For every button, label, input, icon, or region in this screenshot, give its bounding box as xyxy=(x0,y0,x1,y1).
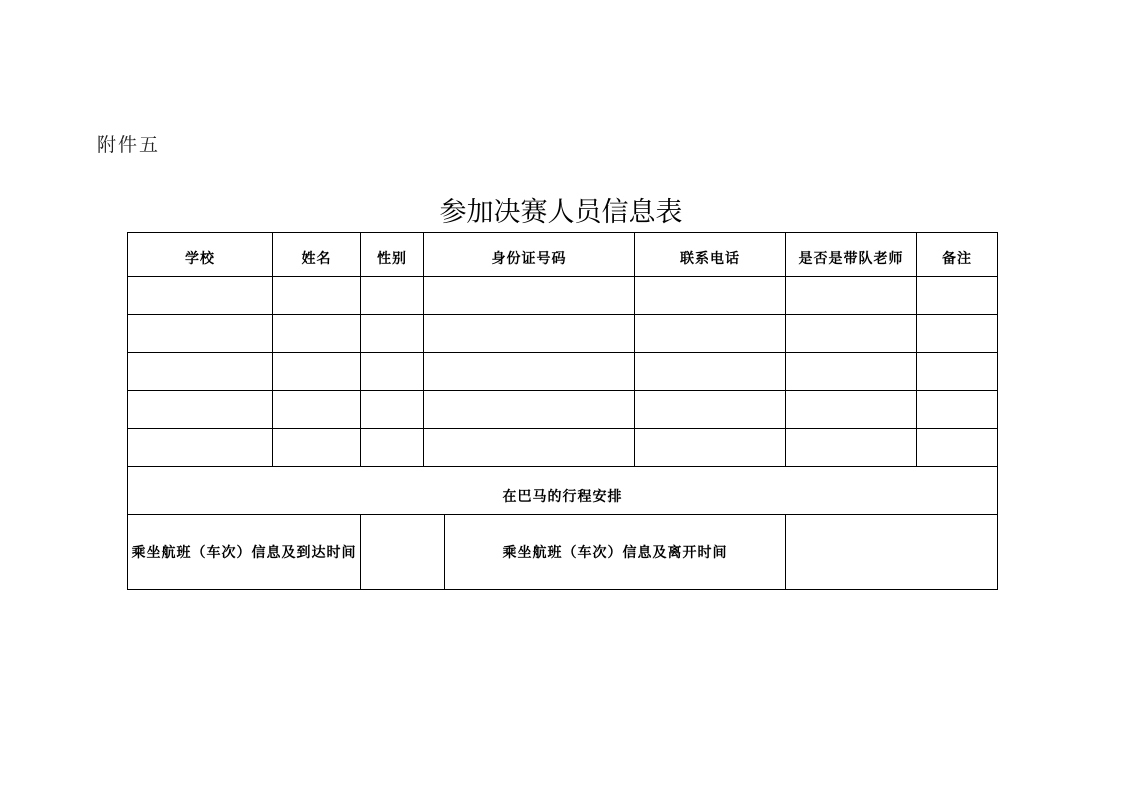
cell-id-number[interactable] xyxy=(424,429,635,467)
itinerary-heading-row xyxy=(128,467,998,515)
cell-phone[interactable] xyxy=(635,277,786,315)
arrival-value-cell[interactable] xyxy=(361,515,445,590)
table-header-row xyxy=(128,233,998,277)
cell-name[interactable] xyxy=(273,315,361,353)
cell-id-number[interactable] xyxy=(424,353,635,391)
cell-team-leader[interactable] xyxy=(786,353,917,391)
cell-school[interactable] xyxy=(128,429,273,467)
cell-team-leader[interactable] xyxy=(786,391,917,429)
cell-name[interactable] xyxy=(273,353,361,391)
header-id-number: 身份证号码 xyxy=(424,233,635,277)
cell-gender[interactable] xyxy=(361,429,424,467)
cell-remarks[interactable] xyxy=(917,353,998,391)
cell-school[interactable] xyxy=(128,353,273,391)
header-remarks: 备注 xyxy=(917,233,998,277)
cell-name[interactable] xyxy=(273,277,361,315)
cell-team-leader[interactable] xyxy=(786,277,917,315)
header-school: 学校 xyxy=(128,233,273,277)
itinerary-heading: 在巴马的行程安排 xyxy=(128,467,998,515)
cell-remarks[interactable] xyxy=(917,277,998,315)
cell-id-number[interactable] xyxy=(424,277,635,315)
cell-team-leader[interactable] xyxy=(786,315,917,353)
cell-phone[interactable] xyxy=(635,429,786,467)
cell-gender[interactable] xyxy=(361,391,424,429)
departure-label: 乘坐航班（车次）信息及离开时间 xyxy=(445,515,786,590)
cell-school[interactable] xyxy=(128,277,273,315)
header-gender: 性别 xyxy=(361,233,424,277)
header-phone: 联系电话 xyxy=(635,233,786,277)
cell-school[interactable] xyxy=(128,315,273,353)
participant-info-table xyxy=(127,232,998,590)
table-row xyxy=(128,277,998,315)
departure-value-cell[interactable] xyxy=(786,515,998,590)
cell-phone[interactable] xyxy=(635,315,786,353)
attachment-label: 附件五 xyxy=(97,134,161,156)
cell-gender[interactable] xyxy=(361,353,424,391)
travel-info-row xyxy=(128,515,998,590)
table-row xyxy=(128,391,998,429)
cell-remarks[interactable] xyxy=(917,315,998,353)
cell-school[interactable] xyxy=(128,391,273,429)
header-team-leader: 是否是带队老师 xyxy=(786,233,917,277)
cell-gender[interactable] xyxy=(361,277,424,315)
table-row xyxy=(128,353,998,391)
header-name: 姓名 xyxy=(273,233,361,277)
cell-remarks[interactable] xyxy=(917,429,998,467)
table-row xyxy=(128,429,998,467)
table-row xyxy=(128,315,998,353)
cell-id-number[interactable] xyxy=(424,391,635,429)
arrival-label: 乘坐航班（车次）信息及到达时间 xyxy=(128,515,361,590)
cell-phone[interactable] xyxy=(635,391,786,429)
cell-id-number[interactable] xyxy=(424,315,635,353)
page-title: 参加决赛人员信息表 xyxy=(439,197,683,228)
cell-remarks[interactable] xyxy=(917,391,998,429)
cell-gender[interactable] xyxy=(361,315,424,353)
cell-team-leader[interactable] xyxy=(786,429,917,467)
cell-name[interactable] xyxy=(273,429,361,467)
cell-name[interactable] xyxy=(273,391,361,429)
cell-phone[interactable] xyxy=(635,353,786,391)
